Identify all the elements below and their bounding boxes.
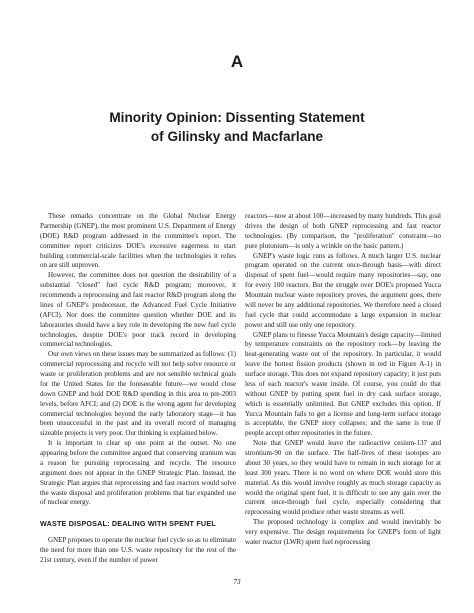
paragraph: reactors—now at about 100—increased by many hundreds. This goal drives the design of both GNEP reprocessing and fast reactor technologies. (By comparison, the "proliferation" constraint—no pure plutonium—is only a wrinkle on the basic pattern.) [245,212,441,250]
page-number: 73 [233,578,241,586]
paragraph: GNEP's waste logic runs as follows. A much larger U.S. nuclear program operated on the current once-through basis—with direct disposal of spent fuel—would require many repositories—say, one for every 100 reactors. But the struggle over DOE's proposed Yucca Mountain nuclear waste repository proves, the argument goes, there will never be any additional repositories. We therefore need a closed fuel cycle that could accommodate a large expansion in nuclear power and still use only one repository. [245,251,441,329]
paragraph: The proposed technology is complex and would inevitably be very expensive. The design requirements for GNEP's form of light water reactor (LWR) spent fuel reprocessing [245,518,441,546]
appendix-letter: A [230,52,244,71]
section-heading: WASTE DISPOSAL: DEALING WITH SPENT FUEL [40,519,216,529]
paragraph: However, the committee does not question the desirability of a substantial "closed" fuel cycle R&D program; moreover, it recommends a reprocessing and fast reactor R&D program along the lines of GNEP's predecessor, the Advanced Fuel Cycle Initiative (AFCI). Nor does the committee question whether DOE and its laboratories should have a key role in developing the new fuel cycle technologies, despite DOE's poor track record in developing commercial technologies. [40,271,236,349]
paragraph: These remarks concentrate on the Global Nuclear Energy Partnership (GNEP), the most prominent U.S. Department of Energy (DOE) R&D program addressed in the committee's report. The committee report criticizes DOE's excessive eagerness to start building commercial-scale facilities when the technologies it relies on are still unproven. [40,212,236,270]
paragraph: GNEP plans to finesse Yucca Mountain's design capacity—limited by temperature constraints on the repository rock—by leaving the heat-generating waste out of the repository. In particular, it would leave the hottest fission products (shown in red in Figure A-1) in surface storage. This does not expand repository capacity; it just puts less of each reactor's waste inside. Of course, you could do that without GNEP by putting spent fuel in dry cask surface storage, which is essentially unlimited. But GNEP excludes this option. If Yucca Mountain fails to get a license and long-term surface storage is acceptable, the GNEP story collapses; and the same is true if people accept other repositories in the future. [245,330,441,438]
paragraph: It is important to clear up one point at the outset. No one appearing before the committee argued that conserving uranium was a reason for pursuing reprocessing and recycle. The resource argument does not appear in the GNEP Strategic Plan. Instead, the Strategic Plan argues that reprocessing and fast reactors would solve the waste disposal and proliferation problems that bar expanded use of nuclear energy. [40,439,236,507]
title-line-1: Minority Opinion: Dissenting Statement [109,110,365,125]
paragraph: GNEP proposes to operate the nuclear fuel cycle so as to eliminate the need for more than one U.S. waste repository for the rest of the 21st century, even if the number of power [40,536,236,564]
paragraph: Note that GNEP would leave the radioactive cesium-137 and strontium-90 on the surface. The half-lives of these isotopes are about 30 years, so they would have to remain in such storage for at least 300 years. There is no word on where DOE would store this material. As this would involve roughly as much storage capacity as would the original spent fuel, it is difficult to see any gain over the current once-through fuel cycle, especially considering that reprocessing would produce other waste streams as well. [245,439,441,517]
title-line-2: of Gilinsky and Macfarlane [150,129,324,144]
left-column [40,212,236,566]
paragraph: Our own views on these issues may be summarized as follows: (1) commercial reprocessing and recycle will not help solve resource or waste or proliferation problems and are not sensible technical goals for the United States for the foreseeable future—we would close down GNEP and hold DOE R&D spending in this area to pre-2003 levels, before AFCI; and (2) DOE is the wrong agent for developing commercial technologies beyond the early laboratory stage—it has been unsuccessful in the past and its overall record of managing sizeable projects is very poor. Our thinking is explained below. [40,350,236,438]
right-column [245,212,441,548]
page-title [0,108,474,146]
